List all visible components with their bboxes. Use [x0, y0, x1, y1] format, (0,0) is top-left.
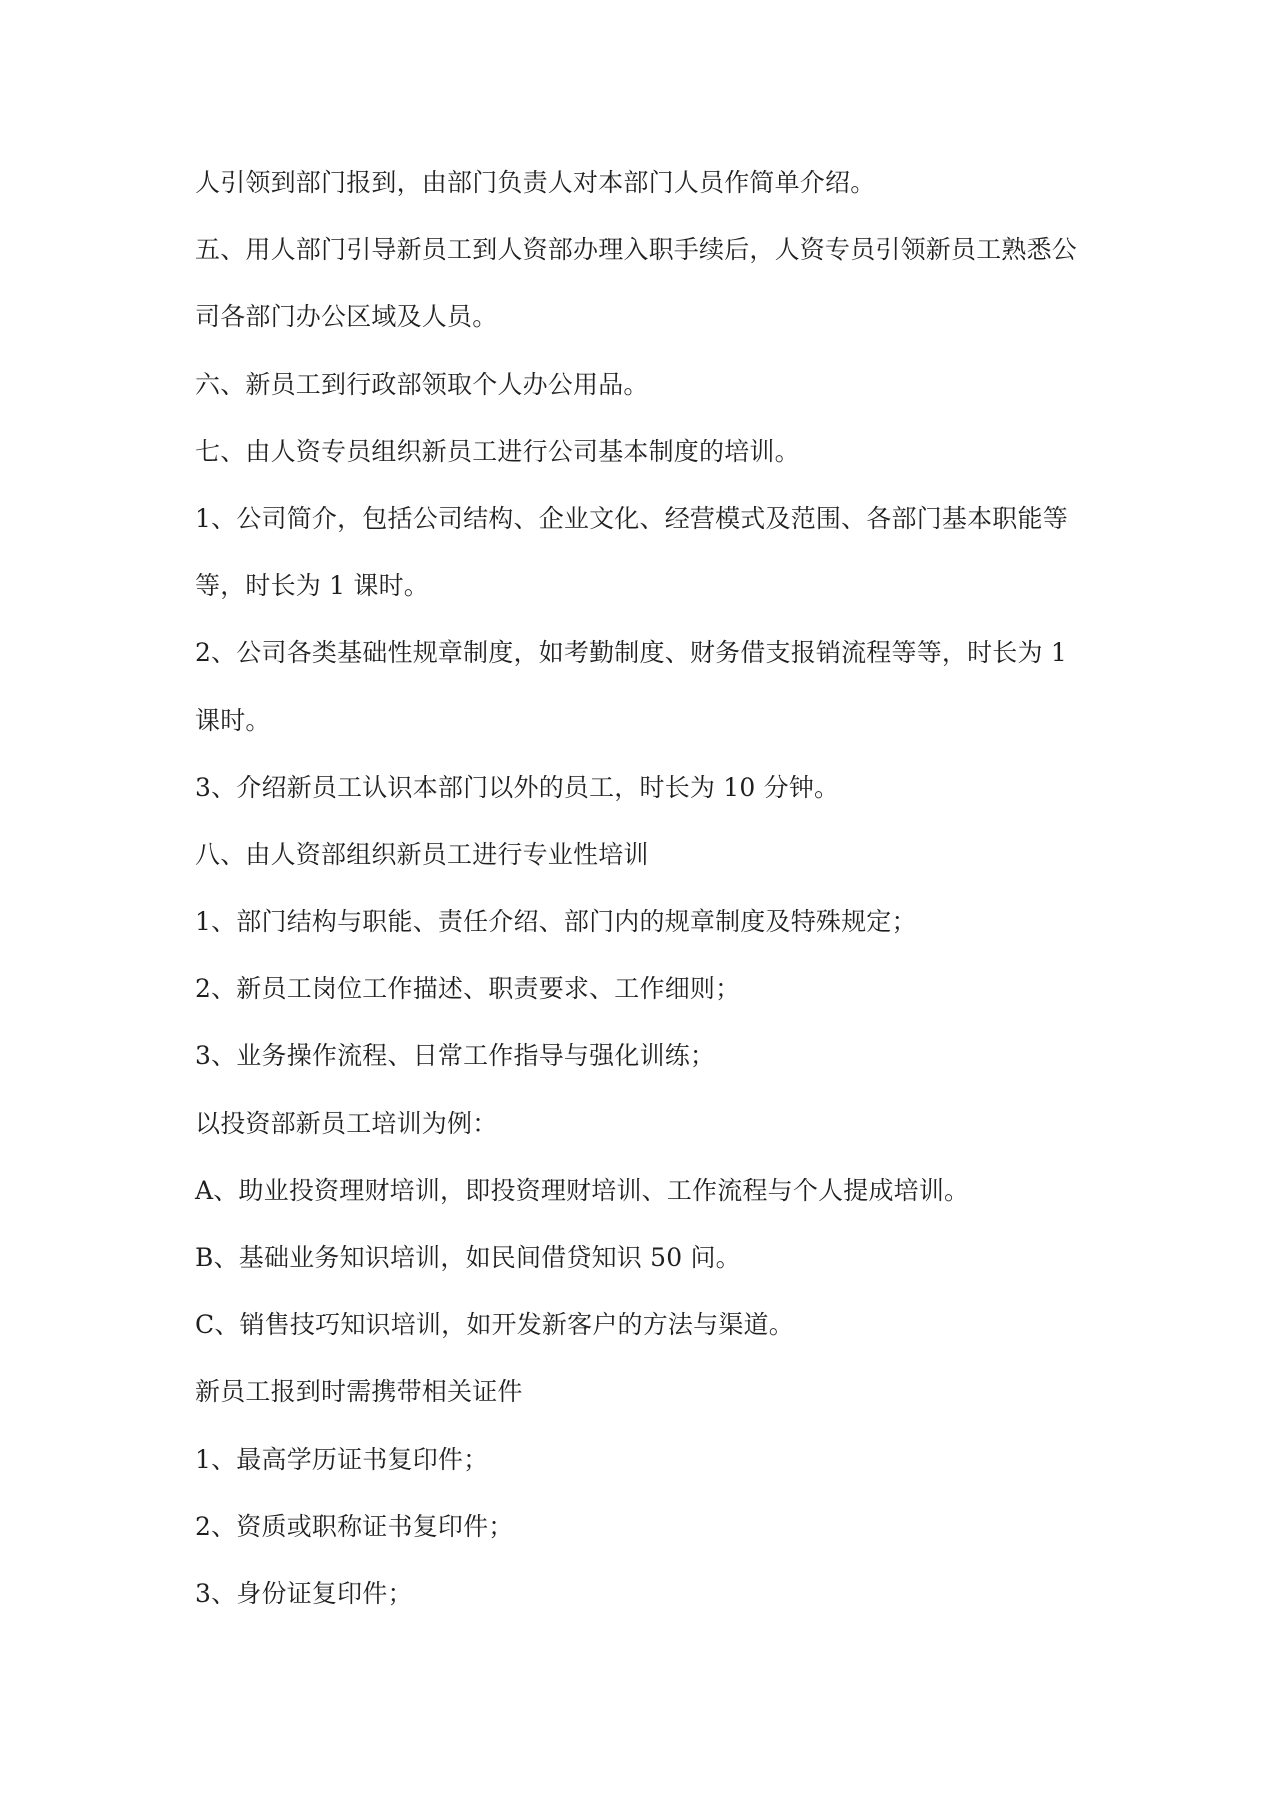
paragraph-line: 五、用人部门引导新员工到人资部办理入职手续后，人资专员引领新员工熟悉公: [195, 235, 1078, 265]
paragraph-line: 2、公司各类基础性规章制度，如考勤制度、财务借支报销流程等等，时长为 1: [195, 638, 1067, 668]
paragraph-line: 人引领到部门报到，由部门负责人对本部门人员作简单介绍。: [195, 168, 876, 197]
paragraph-line: 1、部门结构与职能、责任介绍、部门内的规章制度及特殊规定；: [195, 907, 917, 937]
paragraph-line: 八、由人资部组织新员工进行专业性培训: [195, 839, 649, 869]
paragraph-line: C、销售技巧知识培训，如开发新客户的方法与渠道。: [195, 1310, 794, 1340]
paragraph-line: A、助业投资理财培训，即投资理财培训、工作流程与个人提成培训。: [195, 1175, 970, 1205]
paragraph-line: 2、新员工岗位工作描述、职责要求、工作细则；: [195, 974, 741, 1004]
paragraph-line: 等，时长为 1 课时。: [195, 571, 430, 601]
paragraph-line: 1、公司简介，包括公司结构、企业文化、经营模式及范围、各部门基本职能等: [195, 503, 1068, 533]
paragraph-line: 2、资质或职称证书复印件；: [195, 1511, 514, 1541]
paragraph-line: 六、新员工到行政部领取个人办公用品。: [195, 369, 649, 399]
paragraph-line: 七、由人资专员组织新员工进行公司基本制度的培训。: [195, 436, 800, 466]
paragraph-line: 3、身份证复印件；: [195, 1578, 413, 1608]
paragraph-line: 课时。: [195, 705, 271, 735]
paragraph-line: 1、最高学历证书复印件；: [195, 1444, 489, 1474]
paragraph-line: 司各部门办公区域及人员。: [195, 302, 498, 332]
document-body: [195, 166, 1095, 1644]
paragraph-line: 新员工报到时需携带相关证件: [195, 1377, 523, 1407]
paragraph-line: B、基础业务知识培训，如民间借贷知识 50 问。: [195, 1243, 741, 1272]
paragraph-line: 以投资部新员工培训为例：: [195, 1108, 498, 1138]
paragraph-line: 3、业务操作流程、日常工作指导与强化训练；: [195, 1041, 716, 1071]
paragraph-line: 3、介绍新员工认识本部门以外的员工，时长为 10 分钟。: [195, 772, 840, 802]
